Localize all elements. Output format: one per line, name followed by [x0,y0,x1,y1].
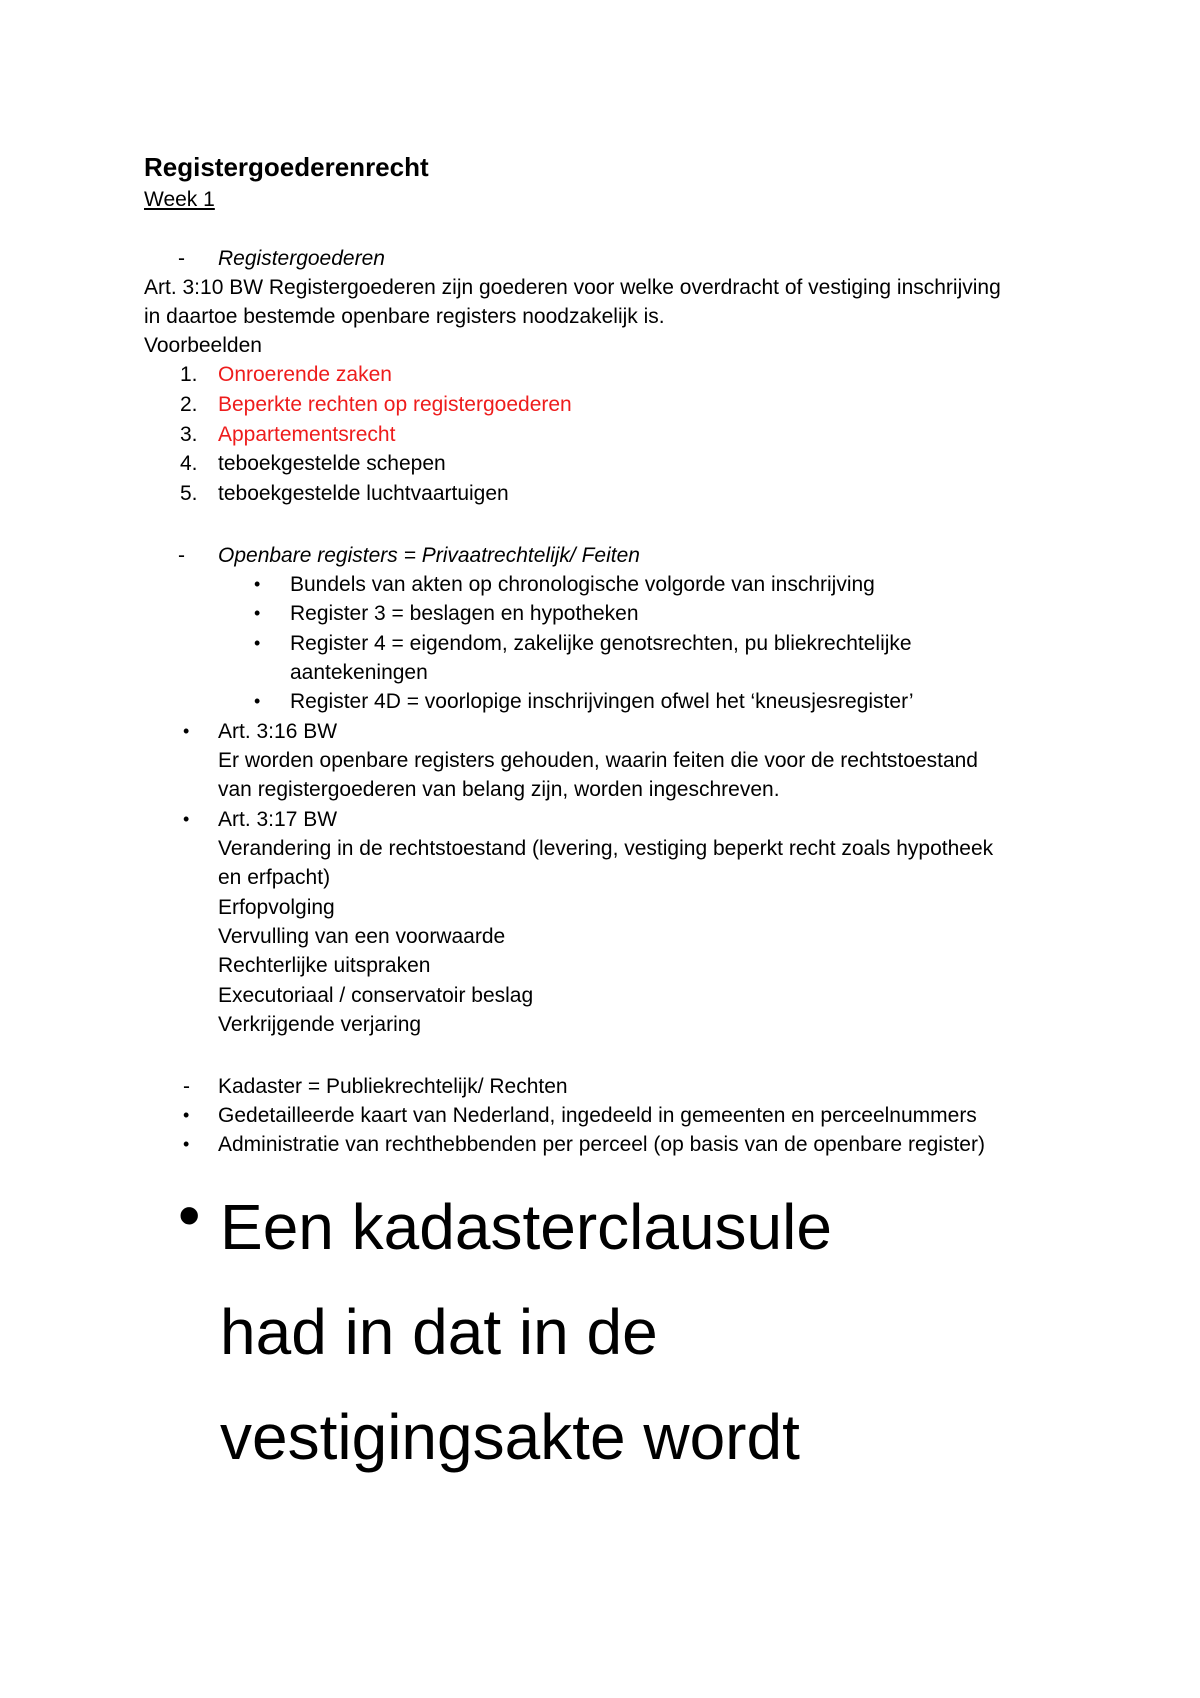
list-item-continuation: aantekeningen [290,661,428,684]
list-number: 1. [180,363,198,386]
article-text: Erfopvolging [218,896,335,919]
definition-text: Art. 3:10 BW Registergoederen zijn goederen voor welke overdracht of vestiging inschrijving [144,276,1001,299]
list-item: teboekgestelde luchtvaartuigen [218,482,509,505]
list-item: Onroerende zaken [218,363,392,386]
bullet: • [183,1105,190,1125]
bullet: • [183,721,190,741]
section-dash: - [178,247,185,270]
bullet: • [254,691,261,711]
list-item: teboekgestelde schepen [218,452,446,475]
bullet: • [254,633,261,653]
large-bullet-line: had in dat in de [220,1296,658,1368]
bullet: • [254,574,261,594]
large-bullet-line: Een kadasterclausule [220,1191,832,1263]
list-item: Register 4D = voorlopige inschrijvingen ofwel het ‘kneusjesregister’ [290,690,914,713]
section-heading-registergoederen: Registergoederen [218,247,385,270]
list-item: Bundels van akten op chronologische volgorde van inschrijving [290,573,875,596]
article-text: van registergoederen van belang zijn, worden ingeschreven. [218,778,780,801]
article-text: Executoriaal / conservatoir beslag [218,984,534,1007]
definition-text: in daartoe bestemde openbare registers noodzakelijk is. [144,305,665,328]
article-text: en erfpacht) [218,866,331,889]
article-text: Vervulling van een voorwaarde [218,925,506,948]
list-item: Beperkte rechten op registergoederen [218,393,572,416]
list-item: Appartementsrecht [218,423,396,446]
section-dash: - [183,1075,190,1098]
article-text: Rechterlijke uitspraken [218,954,431,977]
article-text: Verandering in de rechtstoestand (levering, vestiging beperkt recht zoals hypotheek [218,837,994,860]
examples-label: Voorbeelden [144,334,262,357]
list-item: Register 4 = eigendom, zakelijke genotsrechten, pu bliekrechtelijke [290,632,912,655]
bullet: • [183,809,190,829]
article-text: Verkrijgende verjaring [218,1013,422,1036]
large-bullet-text [220,1175,980,1490]
section-heading-kadaster: Kadaster = Publiekrechtelijk/ Rechten [218,1075,568,1098]
list-number: 4. [180,452,198,475]
article-text: Er worden openbare registers gehouden, waarin feiten die voor de rechtstoestand [218,749,978,772]
list-number: 2. [180,393,198,416]
list-item: Register 3 = beslagen en hypotheken [290,602,639,625]
list-item: Administratie van rechthebbenden per perceel (op basis van de openbare register) [218,1133,985,1156]
list-number: 3. [180,423,198,446]
document-title: Registergoederenrecht [144,152,429,182]
large-bullet: • [178,1179,201,1251]
bullet: • [183,1134,190,1154]
list-number: 5. [180,482,198,505]
article-label: Art. 3:16 BW [218,720,338,743]
section-dash: - [178,544,185,567]
large-bullet-line: vestigingsakte wordt [220,1401,800,1473]
article-label: Art. 3:17 BW [218,808,338,831]
week-heading: Week 1 [144,188,215,211]
section-heading-openbare-registers: Openbare registers = Privaatrechtelijk/ Feiten [218,544,640,567]
list-item: Gedetailleerde kaart van Nederland, ingedeeld in gemeenten en perceelnummers [218,1104,977,1127]
bullet: • [254,603,261,623]
